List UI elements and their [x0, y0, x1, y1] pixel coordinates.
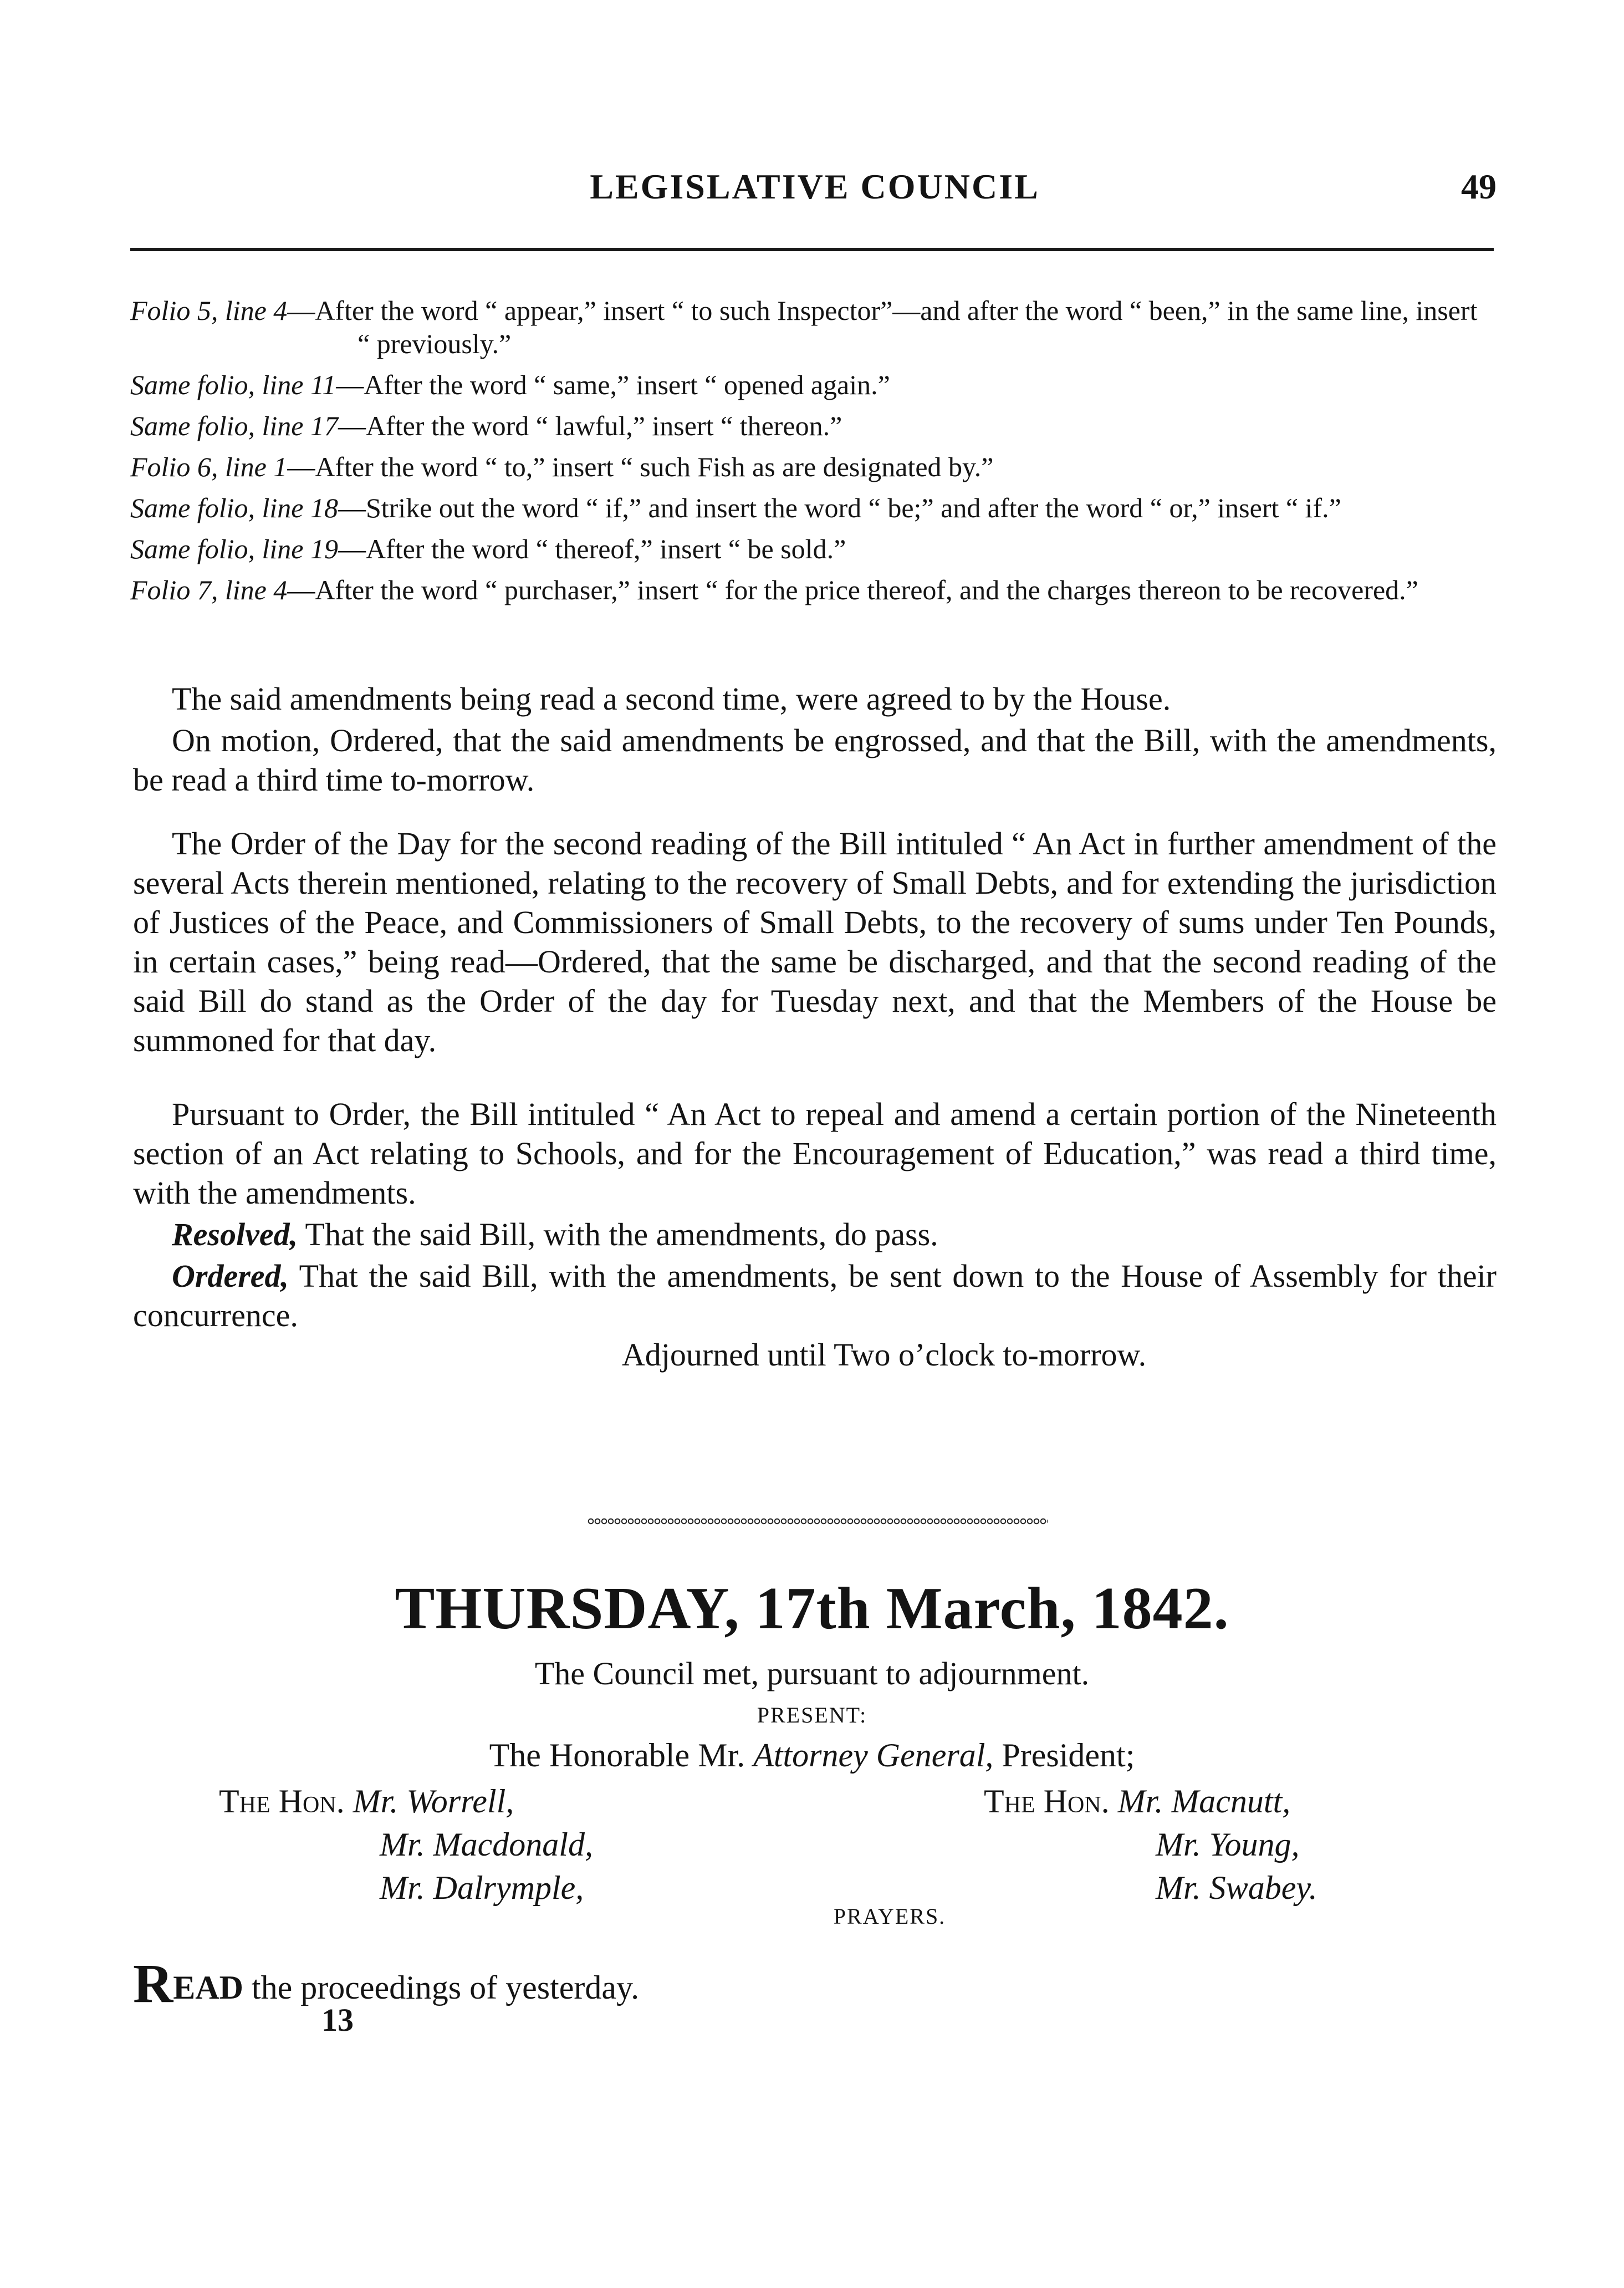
running-title: LEGISLATIVE COUNCIL — [590, 167, 1040, 206]
council-met-line: The Council met, pursuant to adjournment. — [534, 1655, 1090, 1691]
amendment-text: —After the word “ purchaser,” insert “ for the price thereof, and the charges thereon to be recovered.” — [287, 574, 1418, 605]
amendments-list — [130, 294, 1497, 614]
president-prefix: The Honorable Mr. — [489, 1737, 754, 1774]
amendment-ref: Same folio, line 18 — [130, 492, 338, 523]
amendment-text: —After the word “ same,” insert “ opened again.” — [336, 369, 890, 400]
header-rule — [130, 248, 1494, 251]
member-name: Mr. Macdonald, — [380, 1826, 593, 1863]
amendment-item — [130, 450, 1497, 483]
member-name: Mr. Young, — [1156, 1826, 1300, 1863]
amendment-item — [130, 532, 1497, 565]
paragraph-ordered — [133, 1256, 1497, 1335]
paragraph-engrossed: On motion, Ordered, that the said amendments be engrossed, and that the Bill, with the amendments, be read a third time to-morrow. — [133, 722, 1497, 798]
day-heading: THURSDAY, 17th March, 1842. — [395, 1576, 1229, 1642]
ornamental-divider — [588, 1518, 1048, 1525]
member-name: Mr. Worrell, — [353, 1783, 514, 1820]
amendment-item — [130, 491, 1497, 524]
prayers-label: PRAYERS. — [833, 1904, 946, 1929]
running-head — [133, 166, 1497, 233]
amendment-text: —After the word “ thereof,” insert “ be sold.” — [338, 533, 846, 564]
member-row — [984, 1780, 1317, 1823]
paragraph-amendments-agreed: The said amendments being read a second time, were agreed to by the House. — [172, 681, 1171, 717]
amendment-item — [130, 368, 1497, 401]
hon-label: The Hon. — [219, 1783, 345, 1820]
page-number: 49 — [1461, 167, 1497, 206]
amendment-item — [130, 294, 1497, 360]
paragraph-third-reading: Pursuant to Order, the Bill intituled “ An Act to repeal and amend a certain portion of the Nineteenth section of an Act relating to Schools, and for the Encouragement of Education,” was read a third time, with the amendments. — [133, 1096, 1497, 1211]
member-row — [984, 1823, 1317, 1866]
members-left-column — [219, 1780, 593, 1909]
amendment-ref: Same folio, line 17 — [130, 410, 338, 441]
president-suffix: President; — [993, 1737, 1135, 1774]
amendment-ref: Folio 5, line 4 — [130, 295, 288, 326]
amendment-ref: Folio 6, line 1 — [130, 451, 288, 482]
read-caps: EAD — [173, 1969, 243, 2006]
amendment-text: —After the word “ to,” insert “ such Fish as are designated by.” — [287, 451, 994, 482]
read-proceedings-line — [133, 1951, 639, 2015]
resolved-lead: Resolved, — [172, 1216, 298, 1252]
president-name: Attorney General, — [753, 1737, 994, 1774]
amendment-ref: Same folio, line 11 — [130, 369, 336, 400]
ordered-text: That the said Bill, with the amendments, be sent down to the House of Assembly for their concurrence. — [133, 1258, 1497, 1333]
adjourned-line: Adjourned until Two o’clock to-morrow. — [621, 1337, 1147, 1373]
amendment-text: —Strike out the word “ if,” and insert the word “ be;” and after the word “ or,” insert “ if.” — [338, 492, 1341, 523]
amendment-text: —After the word “ lawful,” insert “ thereon.” — [338, 410, 842, 441]
member-name: Mr. Macnutt, — [1117, 1783, 1291, 1820]
signature-mark: 13 — [321, 2002, 354, 2038]
present-label: PRESENT: — [757, 1703, 867, 1728]
ordered-lead: Ordered, — [172, 1258, 289, 1294]
member-name: Mr. Swabey. — [1156, 1869, 1317, 1906]
paragraph-order-of-day: The Order of the Day for the second reading of the Bill intituled “ An Act in further amendment of the several Acts therein mentioned, relating to the recovery of Small Debts, and for extending the jurisdiction of Justices of the Peace, and Commissioners of Small Debts, to the recovery of sums under Ten Pounds, in certain cases,” being read—Ordered, that the same be discharged, and that the second reading of the said Bill do stand as the Order of the day for Tuesday next, and that the Members of the House be summoned for that day. — [133, 825, 1497, 1058]
member-row — [219, 1780, 593, 1823]
president-line — [0, 1736, 1624, 1775]
read-rest: the proceedings of yesterday. — [243, 1969, 640, 2006]
amendment-ref: Folio 7, line 4 — [130, 574, 288, 605]
paragraph-resolved — [133, 1215, 1497, 1254]
amendment-item — [130, 573, 1497, 607]
member-row — [219, 1823, 593, 1866]
amendment-text: —After the word “ appear,” insert “ to such Inspector”—and after the word “ been,” in the same line, insert “ previously.” — [287, 295, 1478, 359]
resolved-text: That the said Bill, with the amendments, do pass. — [298, 1216, 938, 1252]
member-name: Mr. Dalrymple, — [380, 1869, 584, 1906]
amendment-ref: Same folio, line 19 — [130, 533, 338, 564]
members-right-column — [984, 1780, 1317, 1909]
drop-cap: R — [133, 1953, 173, 2014]
amendment-item — [130, 409, 1497, 442]
proceedings-body — [133, 679, 1497, 1374]
hon-label: The Hon. — [984, 1783, 1110, 1820]
